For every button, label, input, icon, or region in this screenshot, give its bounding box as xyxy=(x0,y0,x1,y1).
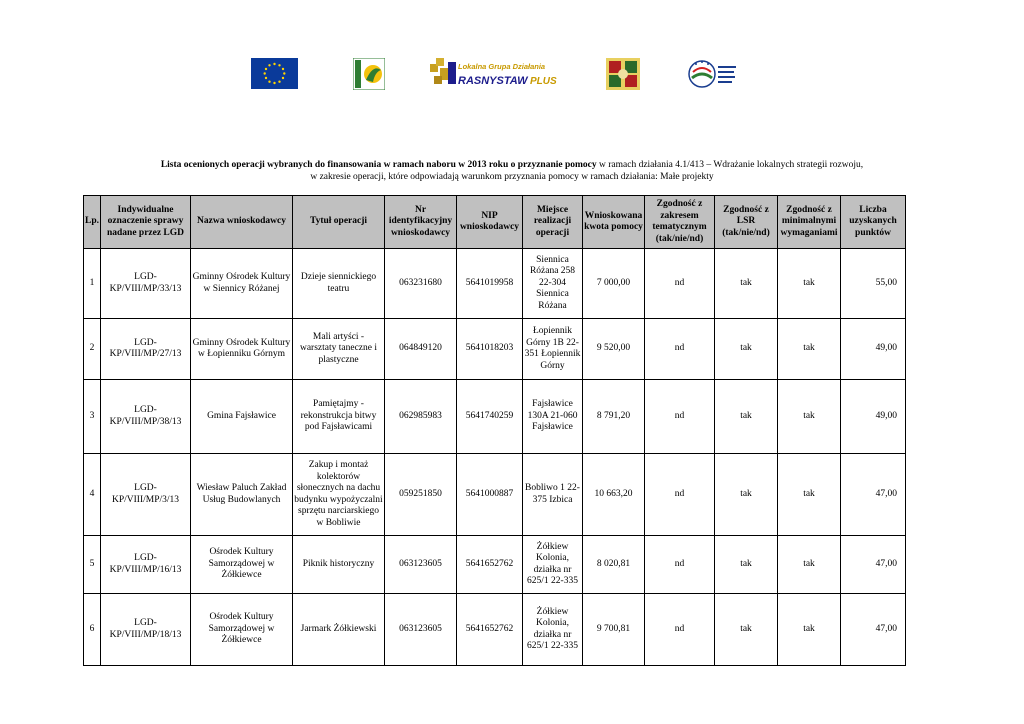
cell-case-id: LGD-KP/VIII/MP/38/13 xyxy=(101,380,191,454)
cell-case-id: LGD-KP/VIII/MP/16/13 xyxy=(101,536,191,594)
cell-applicant: Gminny Ośrodek Kultury w Łopienniku Górnym xyxy=(191,319,293,380)
cell-min-req: tak xyxy=(778,319,841,380)
cell-applicant: Gmina Fajsławice xyxy=(191,380,293,454)
cell-applicant: Gminny Ośrodek Kultury w Siennicy Różanej xyxy=(191,249,293,319)
cell-id-number: 064849120 xyxy=(385,319,457,380)
cell-nip: 5641019958 xyxy=(457,249,523,319)
logo-bar xyxy=(0,56,1024,96)
operations-table xyxy=(83,195,906,666)
cell-amount: 8 020,81 xyxy=(583,536,645,594)
cell-lp: 2 xyxy=(84,319,101,380)
table-row xyxy=(84,249,906,319)
cell-title: Mali artyści - warsztaty taneczne i plastyczne xyxy=(293,319,385,380)
cell-lsr: tak xyxy=(715,536,778,594)
header-nip: NIP wnioskodawcy xyxy=(457,196,523,249)
caption-line-1-rest: w ramach działania 4.1/413 – Wdrażanie lokalnych strategii rozwoju, xyxy=(596,160,864,170)
cell-thematic: nd xyxy=(645,319,715,380)
cell-min-req: tak xyxy=(778,380,841,454)
table-row xyxy=(84,380,906,454)
cell-points: 49,00 xyxy=(841,319,906,380)
header-lsr: Zgodność z LSR (tak/nie/nd) xyxy=(715,196,778,249)
cell-amount: 8 791,20 xyxy=(583,380,645,454)
caption-line-2: w zakresie operacji, które odpowiadają warunkom przyznania pomocy w ramach działania: Małe projekty xyxy=(310,172,714,182)
cell-lsr: tak xyxy=(715,454,778,536)
caption-line-1-bold: Lista ocenionych operacji wybranych do finansowania w ramach naboru w 2013 roku o przyznanie pomocy xyxy=(160,160,597,170)
cell-lp: 4 xyxy=(84,454,101,536)
header-points: Liczba uzyskanych punktów xyxy=(841,196,906,249)
cell-place: Siennica Różana 258 22-304 Siennica Różana xyxy=(523,249,583,319)
cell-lsr: tak xyxy=(715,380,778,454)
header-title: Tytuł operacji xyxy=(293,196,385,249)
cell-place: Żółkiew Kolonia, działka nr 625/1 22-335 xyxy=(523,594,583,666)
cell-nip: 5641652762 xyxy=(457,536,523,594)
cell-thematic: nd xyxy=(645,380,715,454)
table-header-row xyxy=(84,196,906,249)
cell-lsr: tak xyxy=(715,249,778,319)
coat-of-arms-logo xyxy=(606,58,640,95)
header-id-number: Nr identyfikacyjny wnioskodawcy xyxy=(385,196,457,249)
cell-thematic: nd xyxy=(645,249,715,319)
cell-nip: 5641652762 xyxy=(457,594,523,666)
svg-text:PLUS: PLUS xyxy=(530,76,557,87)
cell-id-number: 063231680 xyxy=(385,249,457,319)
header-case-id: Indywidualne oznaczenie sprawy nadane przez LGD xyxy=(101,196,191,249)
leader-logo xyxy=(353,58,385,95)
cell-title: Piknik historyczny xyxy=(293,536,385,594)
header-applicant: Nazwa wnioskodawcy xyxy=(191,196,293,249)
cell-points: 47,00 xyxy=(841,454,906,536)
cell-case-id: LGD-KP/VIII/MP/27/13 xyxy=(101,319,191,380)
cell-place: Żółkiew Kolonia, działka nr 625/1 22-335 xyxy=(523,536,583,594)
cell-lp: 3 xyxy=(84,380,101,454)
cell-case-id: LGD-KP/VIII/MP/3/13 xyxy=(101,454,191,536)
header-amount: Wnioskowana kwota pomocy xyxy=(583,196,645,249)
caption-line-1 xyxy=(0,159,1024,171)
cell-amount: 9 520,00 xyxy=(583,319,645,380)
header-place: Miejsce realizacji operacji xyxy=(523,196,583,249)
header-thematic: Zgodność z zakresem tematycznym (tak/nie/nd) xyxy=(645,196,715,249)
document-caption xyxy=(0,159,1024,183)
table-row xyxy=(84,536,906,594)
table-row xyxy=(84,594,906,666)
cell-lp: 6 xyxy=(84,594,101,666)
cell-nip: 5641000887 xyxy=(457,454,523,536)
cell-id-number: 063123605 xyxy=(385,594,457,666)
cell-points: 55,00 xyxy=(841,249,906,319)
svg-text:Lokalna Grupa Działania: Lokalna Grupa Działania xyxy=(458,62,546,71)
cell-points: 49,00 xyxy=(841,380,906,454)
eu-flag-logo xyxy=(251,58,298,94)
cell-points: 47,00 xyxy=(841,536,906,594)
cell-applicant: Ośrodek Kultury Samorządowej w Żółkiewce xyxy=(191,594,293,666)
cell-min-req: tak xyxy=(778,249,841,319)
svg-text:RASNYSTAW: RASNYSTAW xyxy=(458,75,528,87)
cell-place: Fajsławice 130A 21-060 Fajsławice xyxy=(523,380,583,454)
prow-logo xyxy=(688,58,738,95)
cell-title: Jarmark Żółkiewski xyxy=(293,594,385,666)
table-row xyxy=(84,454,906,536)
cell-place: Łopiennik Górny 1B 22-351 Łopiennik Górny xyxy=(523,319,583,380)
cell-nip: 5641740259 xyxy=(457,380,523,454)
cell-min-req: tak xyxy=(778,536,841,594)
cell-case-id: LGD-KP/VIII/MP/18/13 xyxy=(101,594,191,666)
cell-amount: 9 700,81 xyxy=(583,594,645,666)
table-row xyxy=(84,319,906,380)
cell-applicant: Wiesław Paluch Zakład Usług Budowlanych xyxy=(191,454,293,536)
cell-thematic: nd xyxy=(645,594,715,666)
cell-nip: 5641018203 xyxy=(457,319,523,380)
cell-min-req: tak xyxy=(778,594,841,666)
cell-case-id: LGD-KP/VIII/MP/33/13 xyxy=(101,249,191,319)
cell-thematic: nd xyxy=(645,454,715,536)
cell-title: Pamiętajmy - rekonstrukcja bitwy pod Fajsławicami xyxy=(293,380,385,454)
cell-lp: 1 xyxy=(84,249,101,319)
cell-lp: 5 xyxy=(84,536,101,594)
cell-lsr: tak xyxy=(715,319,778,380)
cell-place: Bobliwo 1 22-375 Izbica xyxy=(523,454,583,536)
cell-id-number: 063123605 xyxy=(385,536,457,594)
cell-title: Dzieje siennickiego teatru xyxy=(293,249,385,319)
header-min-req: Zgodność z minimalnymi wymaganiami xyxy=(778,196,841,249)
cell-amount: 10 663,20 xyxy=(583,454,645,536)
cell-points: 47,00 xyxy=(841,594,906,666)
header-lp: Lp. xyxy=(84,196,101,249)
lgd-krasnystaw-plus-logo xyxy=(430,58,560,95)
cell-applicant: Ośrodek Kultury Samorządowej w Żółkiewce xyxy=(191,536,293,594)
cell-thematic: nd xyxy=(645,536,715,594)
cell-amount: 7 000,00 xyxy=(583,249,645,319)
cell-lsr: tak xyxy=(715,594,778,666)
cell-id-number: 062985983 xyxy=(385,380,457,454)
cell-min-req: tak xyxy=(778,454,841,536)
cell-title: Zakup i montaż kolektorów słonecznych na dachu budynku wypożyczalni sprzętu narciarskiego w Bobliwie xyxy=(293,454,385,536)
cell-id-number: 059251850 xyxy=(385,454,457,536)
